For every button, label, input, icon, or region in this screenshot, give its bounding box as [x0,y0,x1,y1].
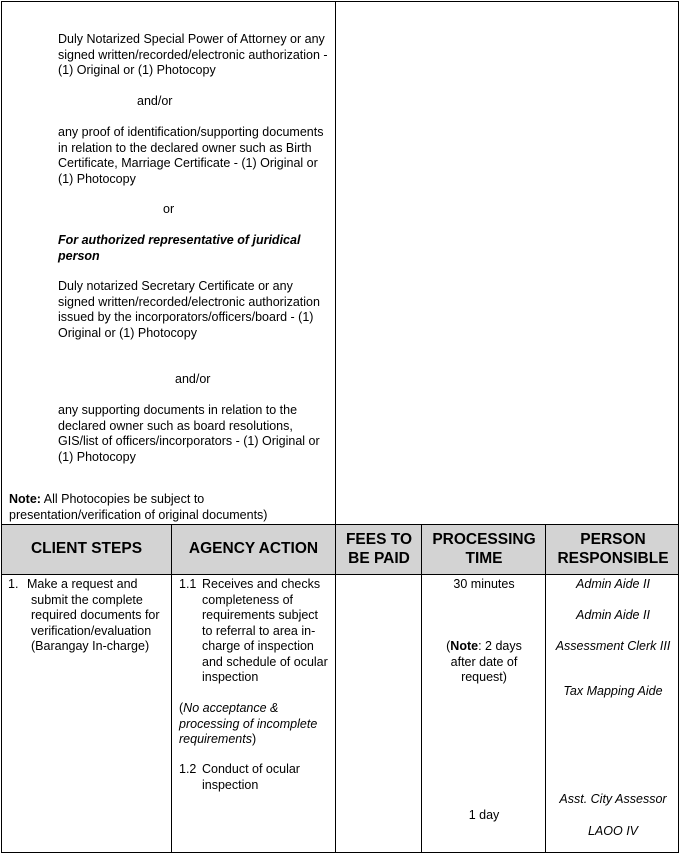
divider [1,574,679,575]
person-responsible: Assessment Clerk III [555,639,671,653]
action-text: Receives and checks completeness of requirements subject to referral to area in-charge of inspection and schedule of ocular inspection [202,577,328,684]
action-note: (No acceptance & processing of incomplete requirements) [179,701,318,746]
header-fees: FEES TO BE PAID [345,531,413,567]
header-person-responsible: PERSON RESPONSIBLE [557,531,669,567]
juridical-heading: For authorized representative of juridical person [58,233,301,263]
secretary-cert-text: Duly notarized Secretary Certificate or any signed written/recorded/electronic authorization issued by the incorporators/officers/board - (1) Original or (1) Photocopy [58,279,320,340]
processing-time-note: (Note: 2 days after date of request) [446,639,522,684]
processing-time-value: 1 day [468,808,500,822]
person-responsible: Admin Aide II [576,608,650,622]
note-text: All Photocopies be subject to presentation/verification of original documents) [9,492,268,522]
action-text: Conduct of ocular inspection [202,762,300,792]
special-poa-text: Duly Notarized Special Power of Attorney or any signed written/recorded/electronic authorization - (1) Original or (1) Photocopy [58,32,328,77]
client-step-number: 1. [8,577,19,591]
person-responsible: LAOO IV [587,824,639,838]
and-or-text: and/or [137,94,173,108]
proof-of-id-text: any proof of identification/supporting documents in relation to the declared owner such as Birth Certificate, Marriage Certificate - (1) Original or (1) Photocopy [58,125,324,186]
header-client-steps: CLIENT STEPS [30,540,143,558]
processing-time-value: 30 minutes [453,577,515,591]
note-label: Note: [9,492,41,506]
processing-time-note-text: : 2 days after date of request) [450,639,522,684]
person-responsible: Admin Aide II [576,577,650,591]
client-step-first-line: Make a request and submit the complete required documents for verification/evaluation (Barangay In-charge) [27,577,160,653]
action-number: 1.1 [179,577,197,591]
person-responsible: Tax Mapping Aide [563,684,663,698]
or-text: or [163,202,175,216]
person-responsible: Asst. City Assessor [559,792,667,806]
action-note-text: No acceptance & processing of incomplete requirements [179,701,318,746]
photocopy-note [9,492,331,523]
client-step-text [23,577,169,655]
action-number: 1.2 [179,762,197,776]
header-agency-action: AGENCY ACTION [188,540,319,558]
header-processing-time: PROCESSING TIME [432,531,536,567]
and-or-text: and/or [175,372,211,386]
supporting-docs-text: any supporting documents in relation to the declared owner such as board resolutions, GIS/list of officers/incorporators - (1) Original or (1) Photocopy [58,403,320,464]
divider [335,1,336,853]
processing-time-note-label: Note [450,639,479,653]
